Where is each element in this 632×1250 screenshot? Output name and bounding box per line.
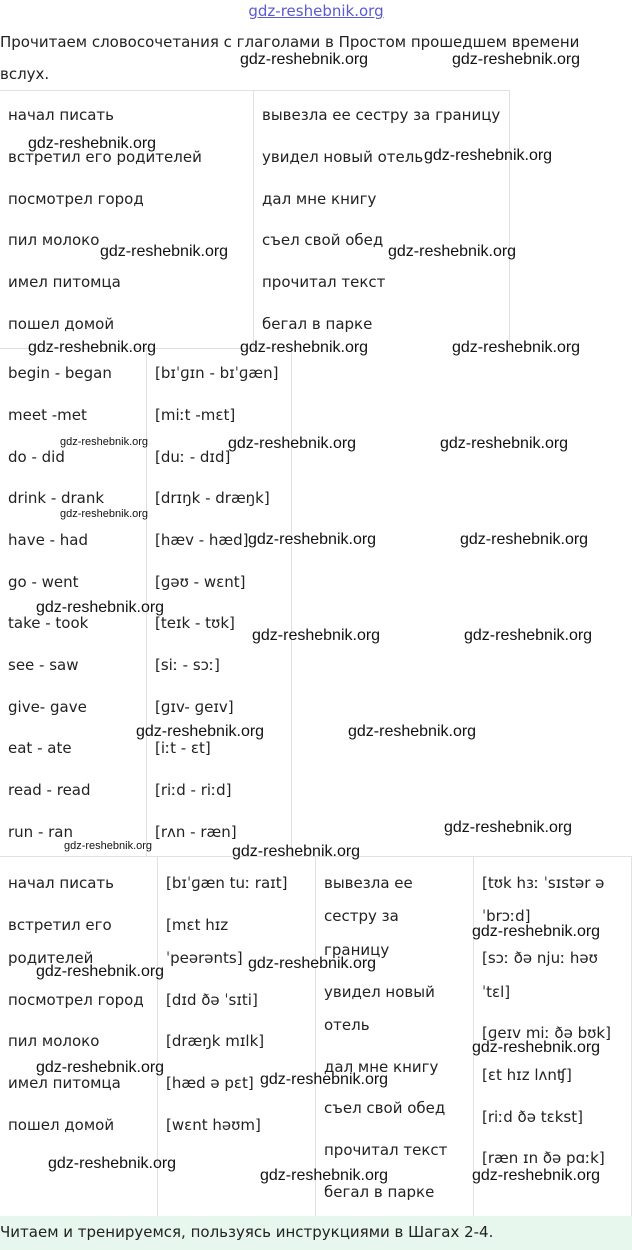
watermark: gdz-reshebnik.org — [472, 1039, 601, 1056]
watermark: gdz-reshebnik.org — [252, 627, 381, 644]
phrase-cell: пошел домой — [8, 315, 115, 333]
watermark: gdz-reshebnik.org — [444, 819, 573, 836]
phrase-cell: прочитал текст — [324, 1141, 448, 1159]
verb-ipa: [rʌn - ræn] — [155, 823, 237, 841]
site-link[interactable]: gdz-reshebnik.org — [248, 2, 384, 20]
verb-forms: eat - ate — [8, 739, 72, 757]
watermark: gdz-reshebnik.org — [240, 51, 369, 68]
ipa-cell: [ɡeɪv miː ðə bʊk] — [482, 1024, 611, 1042]
ipa-cell: [dɪd ðə ˈsɪti] — [166, 991, 258, 1009]
watermark: gdz-reshebnik.org — [260, 1167, 389, 1184]
watermark: gdz-reshebnik.org — [36, 599, 165, 616]
ipa-cell: [dræŋk mɪlk] — [166, 1032, 265, 1050]
phrase-cell: сестру за — [324, 907, 399, 925]
watermark: gdz-reshebnik.org — [48, 1155, 177, 1172]
verb-ipa: [riːd - riːd] — [155, 781, 232, 799]
footer-text: Читаем и тренируемся, пользуясь инструкциями в Шагах 2-4. — [0, 1223, 494, 1241]
ipa-cell: [wɛnt həʊm] — [166, 1116, 261, 1134]
phrase-cell: начал писать — [8, 874, 114, 892]
verb-ipa: [duː - dɪd] — [155, 448, 231, 466]
verb-forms: drink - drank — [8, 489, 105, 507]
watermark: gdz-reshebnik.org — [452, 339, 581, 356]
ipa-cell: ˈpeərənts] — [166, 949, 243, 967]
phrases-table — [0, 90, 510, 348]
watermark: gdz-reshebnik.org — [440, 435, 569, 452]
ipa-cell: [riːd ðə tɛkst] — [482, 1108, 583, 1126]
watermark: gdz-reshebnik.org — [36, 1059, 165, 1076]
phrase-cell: прочитал текст — [262, 273, 386, 291]
watermark: gdz-reshebnik.org — [28, 135, 157, 152]
ipa-cell: [ɛt hɪz lʌnʧ] — [482, 1066, 572, 1084]
watermark: gdz-reshebnik.org — [388, 243, 517, 260]
watermark: gdz-reshebnik.org — [100, 243, 229, 260]
footer-banner — [0, 1216, 632, 1250]
phrase-cell: бегал в парке — [324, 1183, 435, 1201]
verb-forms: begin - began — [8, 364, 112, 382]
verb-forms: do - did — [8, 448, 65, 466]
phrase-cell: встретил его — [8, 916, 112, 934]
verb-ipa: [drɪŋk - dræŋk] — [155, 489, 270, 507]
verb-ipa: [iːt - ɛt] — [155, 739, 211, 757]
verb-ipa: [hæv - hæd] — [155, 531, 249, 549]
verb-ipa: [ɡəʊ - wɛnt] — [155, 573, 246, 591]
verb-forms: have - had — [8, 531, 88, 549]
phrase-cell: посмотрел город — [8, 190, 144, 208]
phrase-cell: границу — [324, 941, 390, 959]
phrase-cell: отель — [324, 1016, 370, 1034]
verb-forms: run - ran — [8, 823, 73, 841]
watermark: gdz-reshebnik.org — [452, 51, 581, 68]
ipa-cell: [mɛt hɪz — [166, 916, 229, 934]
ipa-cell: [tʊk hɜː ˈsɪstər ə — [482, 874, 605, 892]
ipa-cell: [bɪˈɡæn tuː raɪt] — [166, 874, 288, 892]
ipa-cell: [sɔː ðə njuː həʊ — [482, 949, 598, 967]
phrase-cell: пил молоко — [8, 1032, 100, 1050]
verb-ipa: [bɪˈɡɪn - bɪˈɡæn] — [155, 364, 279, 382]
watermark: gdz-reshebnik.org — [28, 339, 157, 356]
verb-ipa: [teɪk - tʊk] — [155, 614, 235, 632]
verb-forms: meet -met — [8, 406, 87, 424]
watermark: gdz-reshebnik.org — [36, 963, 165, 980]
phrase-cell: пошел домой — [8, 1116, 115, 1134]
watermark: gdz-reshebnik.org — [472, 1167, 601, 1184]
watermark: gdz-reshebnik.org — [424, 147, 553, 164]
watermark: gdz-reshebnik.org — [472, 923, 601, 940]
column-divider — [473, 856, 474, 1216]
phrases-column-right — [254, 90, 510, 348]
verb-ipa: [ɡɪv- ɡeɪv] — [155, 698, 234, 716]
verb-forms: give- gave — [8, 698, 87, 716]
watermark: gdz-reshebnik.org — [248, 531, 377, 548]
intro-line-2: вслух. — [0, 65, 50, 83]
ipa-cell: [ræn ɪn ðə pɑːk] — [482, 1149, 605, 1167]
watermark: gdz-reshebnik.org — [240, 339, 369, 356]
watermark: gdz-reshebnik.org — [60, 436, 149, 448]
phrase-cell: пил молоко — [8, 231, 100, 249]
ipa-cell: ˈbrɔːd] — [482, 907, 531, 925]
phrase-cell: вывезла ее сестру за границу — [262, 106, 501, 124]
phrase-cell: вывезла ее — [324, 874, 413, 892]
verb-forms: go - went — [8, 573, 79, 591]
column-divider — [315, 856, 316, 1216]
verb-forms: read - read — [8, 781, 91, 799]
watermark: gdz-reshebnik.org — [60, 508, 149, 520]
phrase-cell: встретил его родителей — [8, 148, 202, 166]
watermark: gdz-reshebnik.org — [232, 843, 361, 860]
phrase-cell: посмотрел город — [8, 991, 144, 1009]
verb-ipa: [siː - sɔː] — [155, 656, 220, 674]
watermark: gdz-reshebnik.org — [460, 531, 589, 548]
ipa-cell: [hæd ə pɛt] — [166, 1074, 254, 1092]
column-divider — [291, 348, 292, 856]
watermark: gdz-reshebnik.org — [348, 723, 477, 740]
verb-forms: take - took — [8, 614, 89, 632]
phrase-cell: съел свой обед — [324, 1099, 446, 1117]
watermark: gdz-reshebnik.org — [64, 840, 153, 852]
phrase-cell: увидел новый — [324, 983, 435, 1001]
verb-forms: see - saw — [8, 656, 79, 674]
watermark: gdz-reshebnik.org — [228, 435, 357, 452]
phrase-cell: дал мне книгу — [262, 190, 377, 208]
phrases-column-left — [0, 90, 254, 348]
phrase-cell: имел питомца — [8, 1074, 121, 1092]
intro-line-1: Прочитаем словосочетания с глаголами в Простом прошедшем времени — [0, 33, 580, 51]
watermark: gdz-reshebnik.org — [260, 1071, 389, 1088]
watermark: gdz-reshebnik.org — [464, 627, 593, 644]
phrase-cell: увидел новый отель — [262, 148, 424, 166]
phrase-cell: съел свой обед — [262, 231, 384, 249]
watermark: gdz-reshebnik.org — [248, 955, 377, 972]
phrase-cell: родителей — [8, 949, 94, 967]
watermark: gdz-reshebnik.org — [136, 723, 265, 740]
verb-ipa: [miːt -mɛt] — [155, 406, 236, 424]
ipa-cell: ˈtɛl] — [482, 983, 511, 1001]
phrase-cell: имел питомца — [8, 273, 121, 291]
phrase-cell: начал писать — [8, 106, 114, 124]
phrase-cell: бегал в парке — [262, 315, 373, 333]
phrase-cell: дал мне книгу — [324, 1058, 439, 1076]
